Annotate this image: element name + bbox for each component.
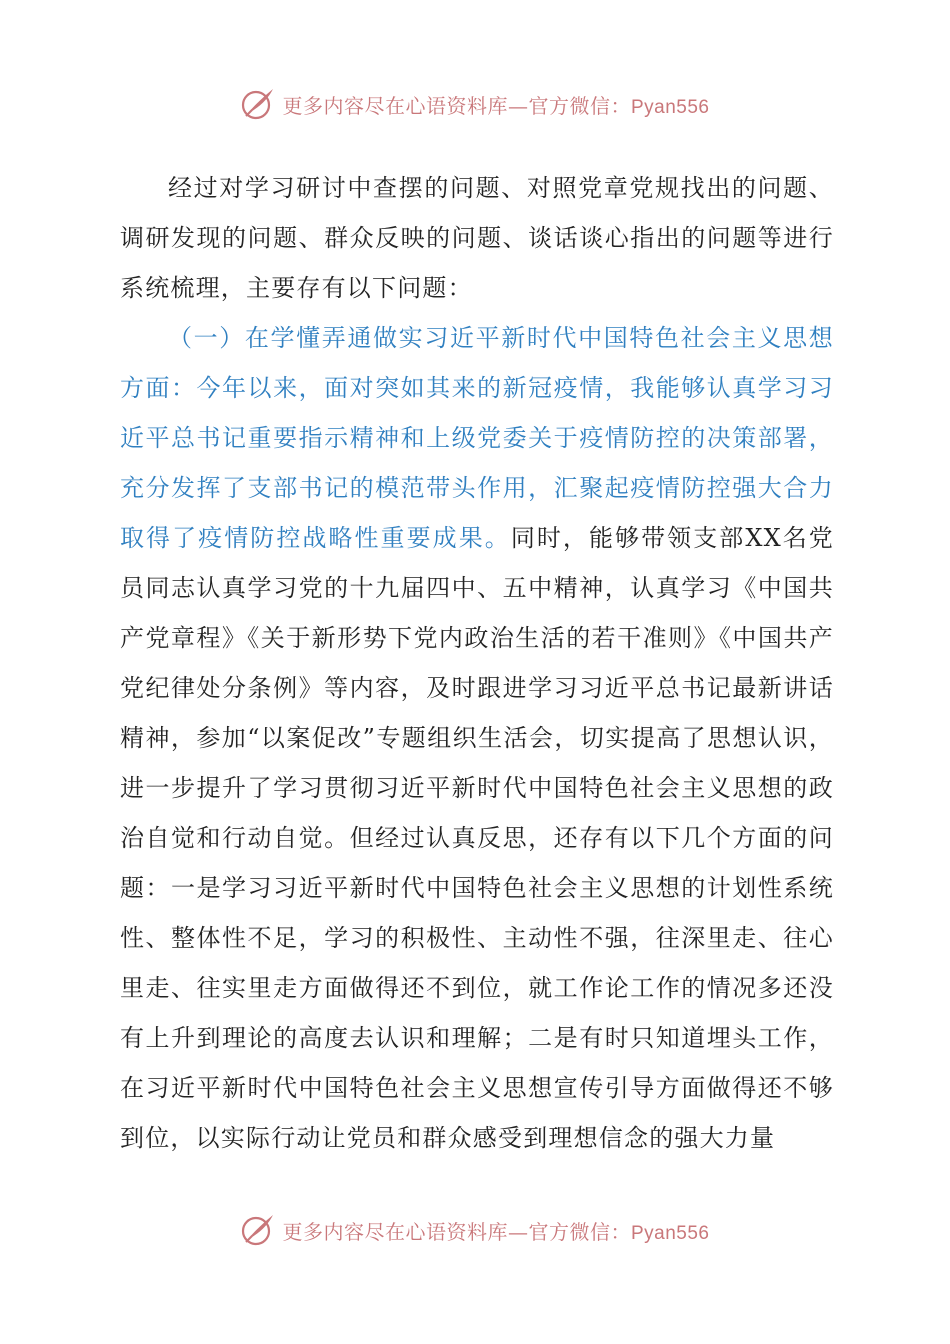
wechat-id: Pyan556 <box>630 96 710 118</box>
document-body <box>120 163 834 1163</box>
section-one-text: 同时，能够带领支部XX名党员同志认真学习党的十九届四中、五中精神，认真学习《中国共产党章程》《关于新形势下党内政治生活的若干准则》《中国共产党纪律处分条例》等内容，及时跟进学习习近平总书记最新讲话精神，参加“以案促改”专题组织生活会，切实提高了思想认识，进一步提升了学习贯彻习近平新时代中国特色社会主义思想的政治自觉和行动自觉。但经过认真反思，还存有以下几个方面的问题：一是学习习近平新时代中国特色社会主义思想的计划性系统性、整体性不足，学习的积极性、主动性不强，往深里走、往心里走、往实里走方面做得还不到位，就工作论工作的情况多还没有上升到理论的高度去认识和理解；二是有时只知道埋头工作，在习近平新时代中国特色社会主义思想宣传引导方面做得还不够到位，以实际行动让党员和群众感受到理想信念的强大力量 <box>120 524 834 1152</box>
paragraph-section-one <box>120 313 834 1163</box>
section-one-highlight: （一）在学懂弄通做实习近平新时代中国特色社会主义思想方面：今年以来，面对突如其来的新冠疫情，我能够认真学习习近平总书记重要指示精神和上级党委关于疫情防控的决策部署，充分发挥了支部书记的模范带头作用，汇聚起疫情防控强大合力取得了疫情防控战略性重要成果。 <box>120 324 834 552</box>
footer-watermark <box>0 1208 950 1252</box>
paragraph-intro: 经过对学习研讨中查摆的问题、对照党章党规找出的问题、调研发现的问题、群众反映的问题、谈话谈心指出的问题等进行系统梳理，主要存有以下问题： <box>120 174 834 302</box>
quill-pen-logo-icon <box>240 86 276 122</box>
wechat-id: Pyan556 <box>630 1222 710 1244</box>
watermark-text: 更多内容尽在心语资料库—官方微信：Pyan556 <box>282 1219 710 1244</box>
header-watermark <box>0 82 950 126</box>
quill-pen-logo-icon <box>240 1212 276 1248</box>
watermark-text: 更多内容尽在心语资料库—官方微信：Pyan556 <box>282 93 710 118</box>
